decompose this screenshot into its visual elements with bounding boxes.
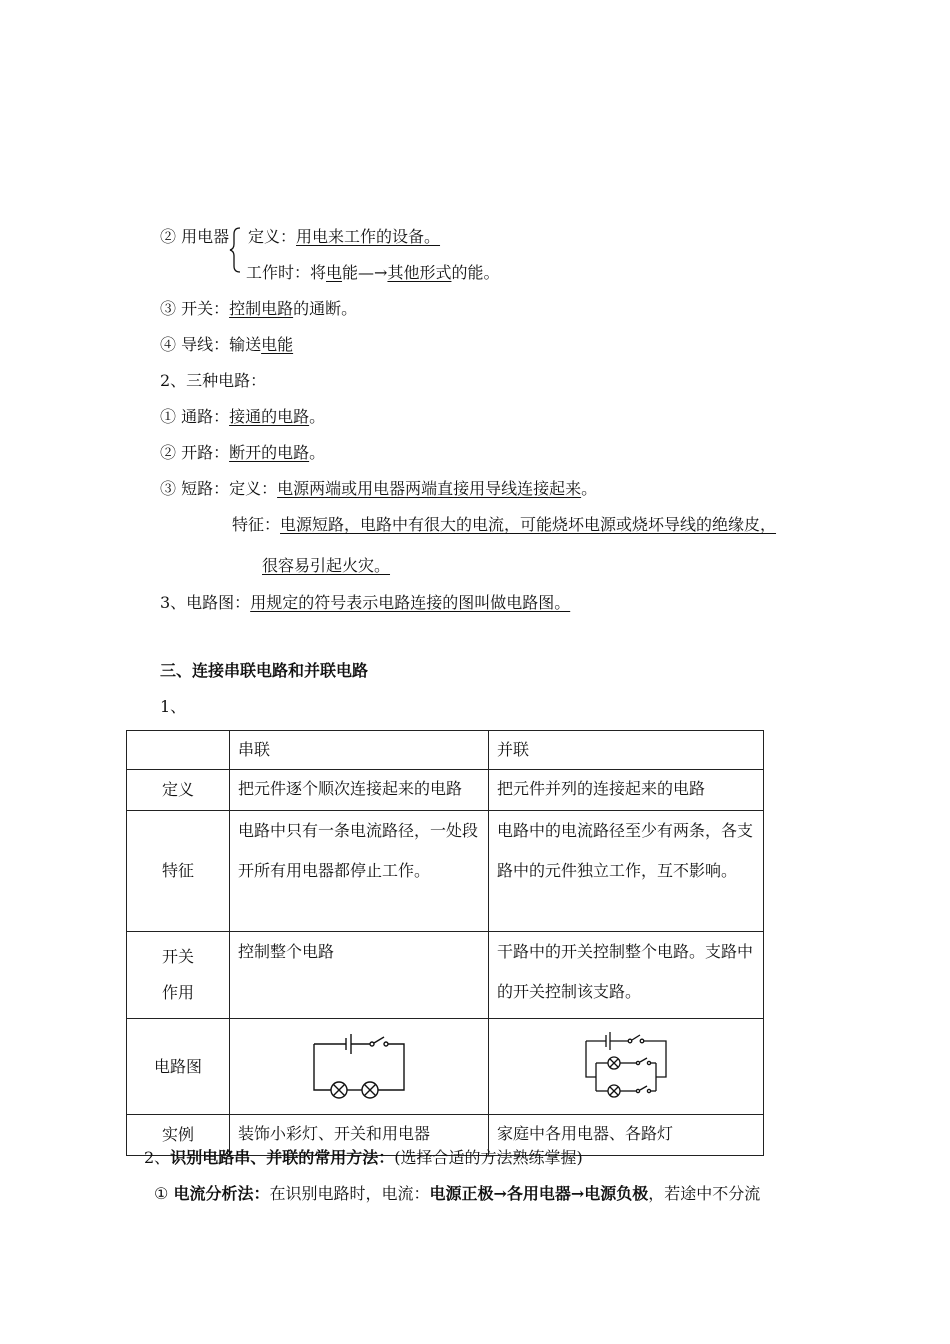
- series-circuit-diagram: [230, 1019, 489, 1115]
- parallel-definition: 把元件并列的连接起来的电路: [489, 770, 764, 811]
- parallel-feature: 电路中的电流路径至少有两条，各支路中的元件独立工作，互不影响。: [489, 811, 764, 932]
- row-head-definition: 定义: [127, 770, 230, 811]
- series-switch: 控制整个电路: [230, 932, 489, 1019]
- row-head-feature: 特征: [127, 811, 230, 932]
- current-analysis-method: ① 电流分析法：在识别电路时，电流：电源正极→各用电器→电源负极，若途中不分流: [154, 1184, 761, 1203]
- wire-line: ④ 导线：输送电能: [160, 335, 294, 354]
- row-head-switch: 开关 作用: [127, 932, 230, 1019]
- parallel-circuit-icon: [576, 1031, 676, 1103]
- row-head-example: 实例: [127, 1115, 230, 1156]
- section-3-title: 三、连接串联电路和并联电路: [160, 661, 369, 680]
- parallel-example: 家庭中各用电器、各路灯: [489, 1115, 764, 1156]
- series-circuit-icon: [304, 1032, 414, 1102]
- circuit-diagram-line: 3、电路图：用规定的符号表示电路连接的图叫做电路图。: [160, 593, 571, 612]
- curly-brace-icon: [228, 226, 242, 274]
- closed-circuit-line: ① 通路：接通的电路。: [160, 407, 326, 426]
- parallel-circuit-diagram: [489, 1019, 764, 1115]
- row-head-diagram: 电路图: [127, 1019, 230, 1115]
- table-row-diagram: [127, 1019, 764, 1115]
- table-row-definition: [127, 770, 764, 811]
- series-feature: 电路中只有一条电流路径，一处段开所有用电器都停止工作。: [230, 811, 489, 932]
- short-circuit-feature-cont: 很容易引起火灾。: [262, 556, 391, 575]
- table-header-row: [127, 731, 764, 770]
- table-row-feature: [127, 811, 764, 932]
- item-1-label: 1、: [160, 697, 187, 716]
- table-row-switch: [127, 932, 764, 1019]
- short-circuit-feature: 特征：电源短路，电路中有很大的电流，可能烧坏电源或烧坏导线的绝缘皮，: [232, 515, 777, 534]
- item-2-heading: 2、识别电路串、并联的常用方法：(选择合适的方法熟练掌握): [144, 1148, 583, 1167]
- switch-line: ③ 开关：控制电路的通断。: [160, 299, 358, 318]
- short-circuit-line: ③ 短路：定义：电源两端或用电器两端直接用导线连接起来。: [160, 479, 598, 498]
- parallel-switch: 干路中的开关控制整个电路。支路中的开关控制该支路。: [489, 932, 764, 1019]
- table-header-parallel: 并联: [489, 731, 764, 770]
- appliance-label: ② 用电器: [160, 227, 230, 246]
- series-example: 装饰小彩灯、开关和用电器: [230, 1115, 489, 1156]
- table-header-series: 串联: [230, 731, 489, 770]
- three-circuits-heading: 2、三种电路：: [160, 371, 267, 390]
- table-header-empty: [127, 731, 230, 770]
- series-definition: 把元件逐个顺次连接起来的电路: [230, 770, 489, 811]
- appliance-working: 工作时：将电能—→其他形式的能。: [246, 263, 500, 282]
- series-parallel-table: [126, 730, 764, 1156]
- open-circuit-line: ② 开路：断开的电路。: [160, 443, 326, 462]
- appliance-definition: 定义：用电来工作的设备。: [248, 227, 441, 246]
